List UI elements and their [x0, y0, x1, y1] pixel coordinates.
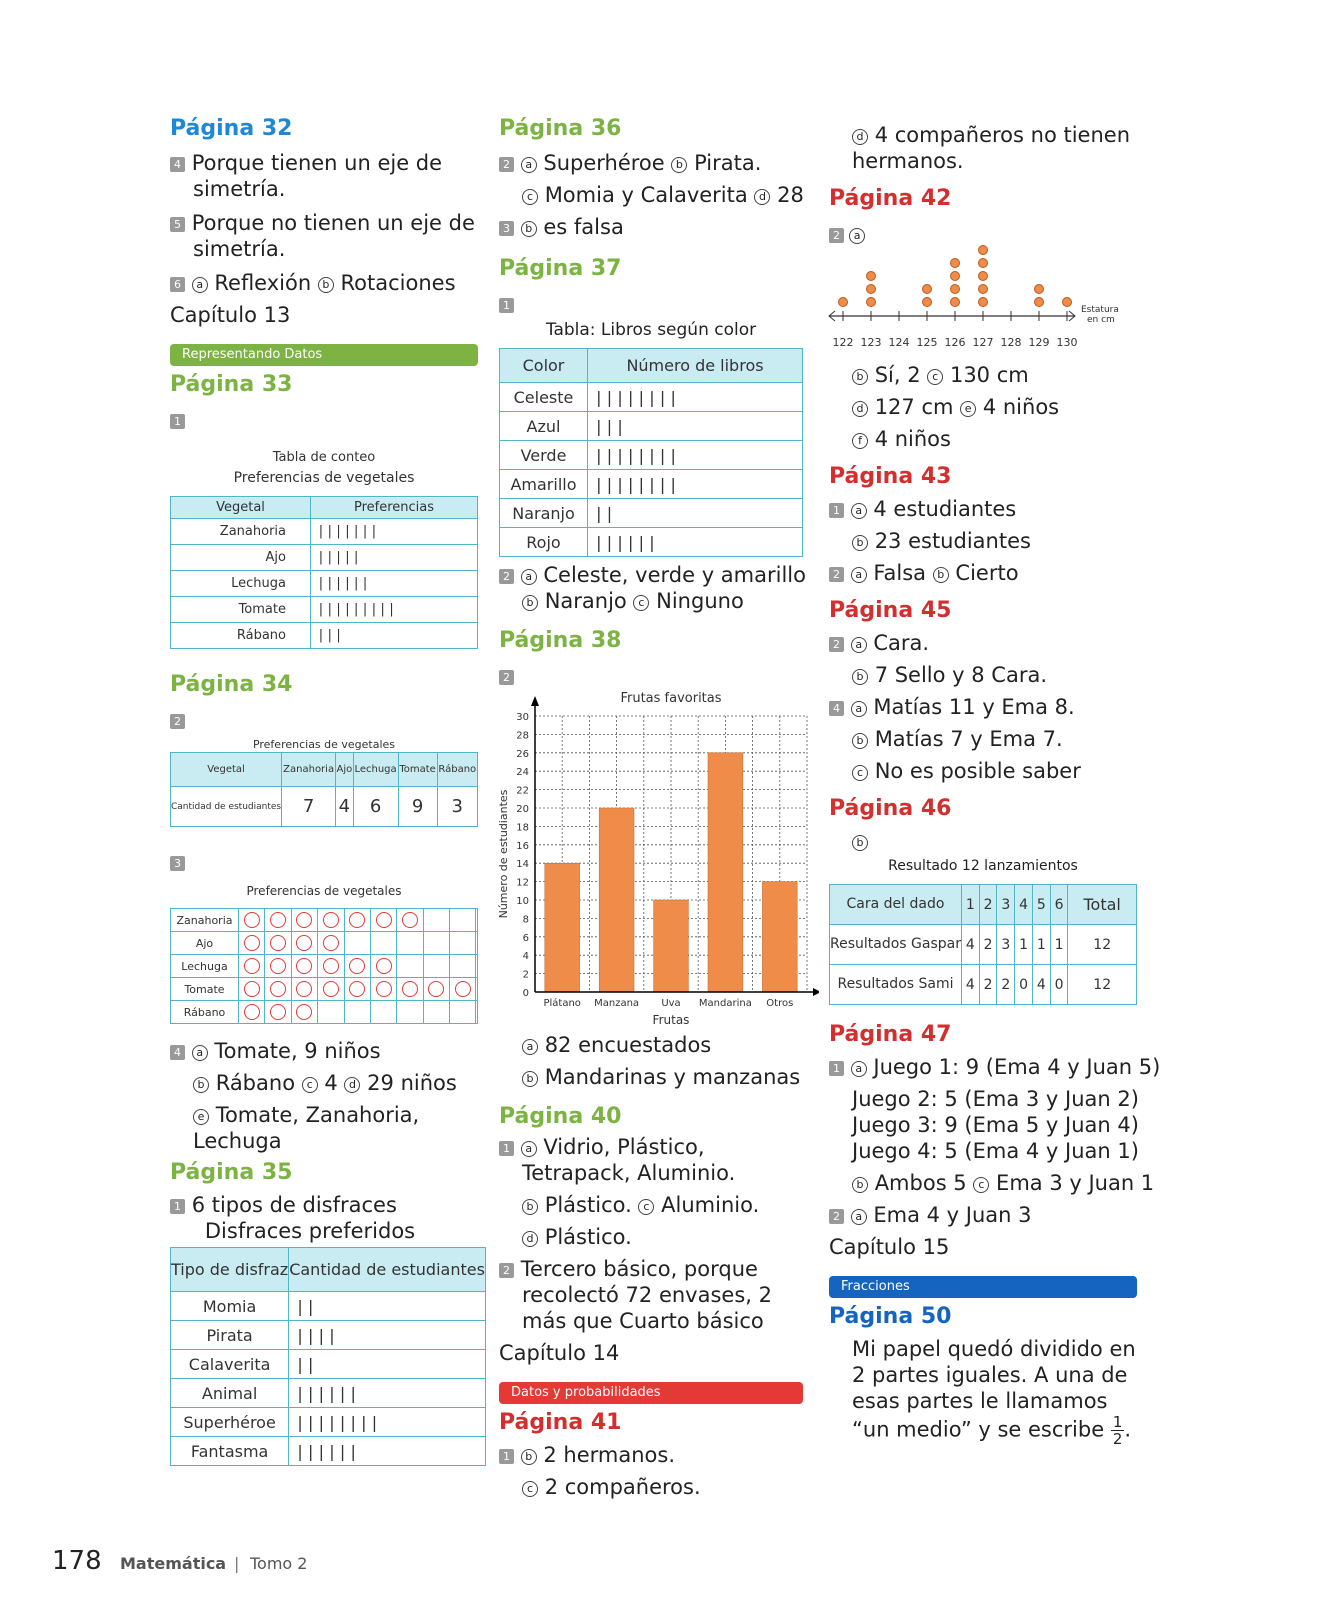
answer-line: 2 a Celeste, verde y amarillo [499, 562, 806, 589]
number-badge: 1 [499, 1141, 514, 1156]
answer-line: 1 a 4 estudiantes [829, 496, 1016, 523]
answer-line: 6 a Reflexión b Rotaciones [170, 270, 456, 297]
data-dot [923, 285, 932, 294]
answer-line: b [852, 828, 868, 855]
table-row: Superhéroe |||||||| [171, 1408, 486, 1437]
answer-line: b Ambos 5 c Ema 3 y Juan 1 [852, 1170, 1154, 1197]
answer-line: b 23 estudiantes [852, 528, 1031, 555]
table-row: Lechuga [171, 955, 478, 978]
table-row: Tomate [171, 978, 478, 1001]
table-row: Ajo [171, 932, 478, 955]
subject-label: Matemática [120, 1554, 227, 1573]
tally-circle [376, 958, 392, 974]
page-heading: Página 50 [829, 1304, 952, 1329]
y-tick-label: 6 [522, 932, 529, 944]
table-row: Rábano ||| [171, 623, 478, 649]
count-table: Vegetal Zanahoria Ajo Lechuga Tomate Rábano Cantidad de estudiantes 7 4 6 9 3 [170, 752, 478, 827]
page-heading: Página 34 [170, 672, 293, 697]
data-dot [951, 285, 960, 294]
answer-line: 1 a Vidrio, Plástico, [499, 1134, 705, 1161]
footer-separator: | [234, 1554, 240, 1573]
data-dot [1063, 298, 1072, 307]
tally-circle [349, 912, 365, 928]
tally-circle [323, 935, 339, 951]
tally-circle [296, 912, 312, 928]
answer-line: b 7 Sello y 8 Cara. [852, 662, 1047, 689]
fraction: $\frac{1}{2}$ [1112, 1413, 1123, 1448]
data-dot [979, 298, 988, 307]
y-tick-label: 24 [516, 767, 529, 779]
tally-circle [402, 912, 418, 928]
page-heading: Página 36 [499, 116, 622, 141]
answer-line: d 4 compañeros no tienen [852, 122, 1130, 149]
table-title: Preferencias de vegetales [246, 884, 402, 898]
answer-line: Lechuga [193, 1129, 282, 1153]
number-badge: 3 [170, 856, 185, 871]
y-tick-label: 8 [522, 914, 529, 926]
answer-line: b Mandarinas y manzanas [522, 1064, 800, 1091]
bar [545, 863, 580, 992]
tick-label: 122 [832, 336, 854, 349]
tick-label: 129 [1028, 336, 1050, 349]
chapter-heading: Capítulo 14 [499, 1341, 620, 1365]
y-tick-label: 16 [516, 840, 529, 852]
tick-label: 123 [860, 336, 882, 349]
x-tick-label: Plátano [543, 998, 581, 1009]
table-row: Calaverita || [171, 1350, 486, 1379]
number-badge: 2 [499, 1263, 514, 1278]
page-heading: Página 33 [170, 372, 293, 397]
answer-line: “un medio” y se escribe $\frac{1}{2}$ . [852, 1413, 1132, 1448]
tally-circle [428, 981, 444, 997]
page-heading: Página 38 [499, 628, 622, 653]
chapter-heading: Capítulo 13 [170, 303, 291, 327]
table-title: Tabla: Libros según color [545, 320, 757, 340]
table-row: Fantasma |||||| [171, 1437, 486, 1466]
answer-line: b Sí, 2 c 130 cm [852, 362, 1029, 389]
table-row: Lechuga |||||| [171, 571, 478, 597]
number-badge: 1 [170, 414, 185, 429]
data-dot [867, 272, 876, 281]
data-dot [979, 272, 988, 281]
tally-circle [296, 935, 312, 951]
tally-circle [244, 981, 260, 997]
answer-line: e Tomate, Zanahoria, [193, 1102, 419, 1129]
data-dot [979, 246, 988, 255]
table-row: Amarillo |||||||| [500, 470, 803, 499]
page-heading: Página 47 [829, 1022, 952, 1047]
answer-line: c Momia y Calaverita d 28 [522, 182, 804, 209]
page-heading: Página 37 [499, 256, 622, 281]
x-tick-label: Uva [661, 998, 681, 1009]
tick-label: 125 [916, 336, 938, 349]
number-badge: 2 [829, 1209, 844, 1224]
y-tick-label: 2 [522, 969, 529, 981]
page-heading: Página 40 [499, 1104, 622, 1129]
table-title: Tabla de conteo [272, 450, 376, 465]
number-badge: 2 [170, 714, 185, 729]
table-title: Disfraces preferidos [204, 1219, 416, 1243]
x-axis-label: Frutas [652, 1013, 690, 1027]
answer-line: Juego 4: 5 (Ema 4 y Juan 1) [852, 1139, 1139, 1163]
tally-circle [349, 981, 365, 997]
table-row: Ajo ||||| [171, 545, 478, 571]
number-badge: 4 [829, 701, 844, 716]
number-badge: 5 [170, 217, 185, 232]
y-tick-label: 4 [522, 951, 529, 963]
table-row: Zanahoria ||||||| [171, 519, 478, 545]
answer-line: 2 a Cara. [829, 630, 929, 657]
y-tick-label: 18 [516, 822, 529, 834]
answer-line: 2 a Ema 4 y Juan 3 [829, 1202, 1032, 1229]
tally-circle [244, 935, 260, 951]
page-heading: Página 41 [499, 1410, 622, 1435]
number-badge: 3 [499, 221, 514, 236]
table-row: Rojo |||||| [500, 528, 803, 557]
pictograph-table [170, 908, 478, 1024]
tally-table: Color Número de libros Celeste |||||||| Azul ||| Verde |||||||| Amarillo |||||||| Naranjo || Rojo |||||| [499, 348, 803, 557]
answer-line: 3 b es falsa [499, 214, 624, 241]
answer-line: Tetrapack, Aluminio. [522, 1161, 736, 1185]
answer-line: a 82 encuestados [522, 1032, 711, 1059]
bar [708, 753, 743, 992]
number-badge: 2 [499, 157, 514, 172]
bar [654, 900, 689, 992]
data-dot [951, 259, 960, 268]
tick-label: 124 [888, 336, 910, 349]
page-number: 178 [52, 1546, 102, 1576]
table-row: Resultados Gaspar 4 2 3 1 1 1 12 [830, 925, 1137, 965]
tally-circle [244, 912, 260, 928]
letter-a-circle: a [192, 277, 208, 293]
answer-line: recolectó 72 envases, 2 [522, 1283, 772, 1307]
table-row: Momia || [171, 1292, 486, 1321]
tally-table: Vegetal Preferencias Zanahoria ||||||| Ajo ||||| Lechuga |||||| Tomate ||||||||| Rábano ||| [170, 496, 478, 649]
tally-circle [455, 981, 471, 997]
table-row: Verde |||||||| [500, 441, 803, 470]
data-dot [867, 285, 876, 294]
data-dot [951, 272, 960, 281]
number-badge: 2 [829, 637, 844, 652]
y-axis-arrow [531, 696, 539, 706]
tick-label: 127 [972, 336, 994, 349]
x-tick-label: Mandarina [698, 998, 752, 1009]
answer-line: Juego 3: 9 (Ema 5 y Juan 4) [852, 1113, 1139, 1137]
number-badge: 2 [499, 569, 514, 584]
data-dot [1035, 285, 1044, 294]
answer-line: 2 a Superhéroe b Pirata. [499, 150, 761, 177]
table-row: Pirata |||| [171, 1321, 486, 1350]
table-row: Resultados Sami 4 2 2 0 4 0 12 [830, 965, 1137, 1005]
answer-line: 1 6 tipos de disfraces [170, 1192, 397, 1219]
number-badge: 2 [829, 228, 844, 243]
tally-circle [376, 981, 392, 997]
answer-line: b Plástico. c Aluminio. [522, 1192, 759, 1219]
y-tick-label: 12 [516, 877, 529, 889]
data-dot [979, 285, 988, 294]
answer-line: 4 a Tomate, 9 niños [170, 1038, 381, 1065]
answer-line: d Plástico. [522, 1224, 632, 1251]
bar [599, 808, 634, 992]
y-tick-label: 14 [516, 859, 529, 871]
answer-line: b Naranjo c Ninguno [522, 588, 744, 615]
answer-line: d 127 cm e 4 niños [852, 394, 1059, 421]
page-heading: Página 32 [170, 116, 293, 141]
results-table: Cara del dado 1 2 3 4 5 6 Total Resultados Gaspar 4 2 3 1 1 1 12 Resultados Sami 4 2 2 0 4 0 12 [829, 884, 1137, 1005]
table-title: Resultado 12 lanzamientos [888, 858, 1078, 874]
answer-line: c No es posible saber [852, 758, 1081, 785]
page-heading: Página 45 [829, 598, 952, 623]
answer-line: 4 a Matías 11 y Ema 8. [829, 694, 1075, 721]
number-badge: 1 [170, 1199, 185, 1214]
answer-line: f 4 niños [852, 426, 951, 453]
tally-circle [402, 981, 418, 997]
letter-b-circle: b [318, 277, 334, 293]
tally-circle [296, 1004, 312, 1020]
page-heading: Página 42 [829, 186, 952, 211]
answer-line: c 2 compañeros. [522, 1474, 701, 1501]
tally-circle [296, 981, 312, 997]
answer-line: simetría. [193, 177, 286, 201]
page-heading: Página 43 [829, 464, 952, 489]
x-axis-arrow [813, 988, 819, 996]
y-tick-label: 0 [522, 988, 529, 999]
table-row: Celeste |||||||| [500, 383, 803, 412]
section-banner: Datos y probabilidades [499, 1382, 803, 1404]
tally-circle [349, 958, 365, 974]
table-row: Azul ||| [500, 412, 803, 441]
data-dot [1035, 298, 1044, 307]
tally-circle [270, 958, 286, 974]
y-tick-label: 20 [516, 804, 529, 815]
number-badge: 6 [170, 277, 185, 292]
tally-circle [323, 958, 339, 974]
y-tick-label: 30 [516, 712, 529, 723]
page-heading: Página 46 [829, 796, 952, 821]
answer-line: 1 b 2 hermanos. [499, 1442, 675, 1469]
table-row: Naranjo || [500, 499, 803, 528]
tomo-label: Tomo 2 [250, 1554, 308, 1573]
table-row: Rábano [171, 1001, 478, 1024]
letter-a-circle: a [192, 1045, 208, 1061]
tick-label: 130 [1056, 336, 1078, 349]
answer-line: 4 Porque tienen un eje de [170, 150, 442, 177]
number-badge: 1 [829, 503, 844, 518]
number-badge: 4 [170, 1045, 185, 1060]
answer-line: 2 a Falsa b Cierto [829, 560, 1019, 587]
bar [762, 882, 797, 992]
axis-label: Estatura [1081, 305, 1119, 315]
answer-line: más que Cuarto básico [522, 1309, 764, 1333]
number-badge: 1 [499, 1449, 514, 1464]
answer-line: 5 Porque no tienen un eje de [170, 210, 475, 237]
tally-circle [270, 935, 286, 951]
answer-line: 2 Tercero básico, porque [499, 1256, 758, 1283]
bar-chart [489, 688, 819, 1036]
tally-circle [270, 1004, 286, 1020]
tally-circle [244, 1004, 260, 1020]
data-dot [923, 298, 932, 307]
tick-label: 126 [944, 336, 966, 349]
table-subtitle: Preferencias de vegetales [233, 470, 415, 486]
answer-line: hermanos. [852, 149, 964, 173]
y-tick-label: 26 [516, 748, 529, 760]
data-dot [867, 298, 876, 307]
tally-circle [296, 958, 312, 974]
table-row: Tomate ||||||||| [171, 597, 478, 623]
answer-line: Mi papel quedó dividido en [852, 1337, 1136, 1361]
answer-line: esas partes le llamamos [852, 1389, 1108, 1413]
answer-line: 2 a [829, 226, 865, 245]
page-heading: Página 35 [170, 1160, 293, 1185]
table-row: Zanahoria [171, 909, 478, 932]
number-badge: 2 [499, 670, 514, 685]
tally-table: Tipo de disfraz Cantidad de estudiantes Momia || Pirata |||| Calaverita || Animal |||||| Superhéroe |||||||| Fantasma |||||| [170, 1247, 486, 1466]
tally-circle [376, 912, 392, 928]
answer-line: Juego 2: 5 (Ema 3 y Juan 2) [852, 1087, 1139, 1111]
chapter-heading: Capítulo 15 [829, 1235, 950, 1259]
tally-circle [323, 981, 339, 997]
chart-title: Frutas favoritas [620, 691, 722, 706]
x-tick-label: Manzana [594, 998, 640, 1009]
number-badge: 1 [829, 1061, 844, 1076]
tally-circle [270, 981, 286, 997]
data-dot [839, 298, 848, 307]
section-banner: Fracciones [829, 1276, 1137, 1298]
answer-line: b Rábano c 4 d 29 niños [193, 1070, 457, 1097]
y-tick-label: 10 [516, 896, 529, 907]
table-row: Animal |||||| [171, 1379, 486, 1408]
section-banner: Representando Datos [170, 344, 478, 366]
y-tick-label: 22 [516, 785, 529, 797]
answer-line: 2 partes iguales. A una de [852, 1363, 1128, 1387]
y-tick-label: 28 [516, 730, 529, 742]
answer-line: b Matías 7 y Ema 7. [852, 726, 1063, 753]
x-tick-label: Otros [766, 998, 794, 1009]
tally-circle [244, 958, 260, 974]
tally-circle [323, 912, 339, 928]
answer-line: simetría. [193, 237, 286, 261]
tick-label: 128 [1000, 336, 1022, 349]
answer-line: 1 a Juego 1: 9 (Ema 4 y Juan 5) [829, 1054, 1160, 1081]
data-dot [979, 259, 988, 268]
axis-label: en cm [1087, 315, 1115, 325]
y-axis-label: Número de estudiantes [497, 789, 510, 919]
table-title: Preferencias de vegetales [252, 738, 396, 751]
number-badge: 1 [499, 298, 514, 313]
dot-plot [825, 244, 1135, 359]
number-badge: 2 [829, 567, 844, 582]
data-dot [951, 298, 960, 307]
number-badge: 4 [170, 157, 185, 172]
tally-circle [270, 912, 286, 928]
